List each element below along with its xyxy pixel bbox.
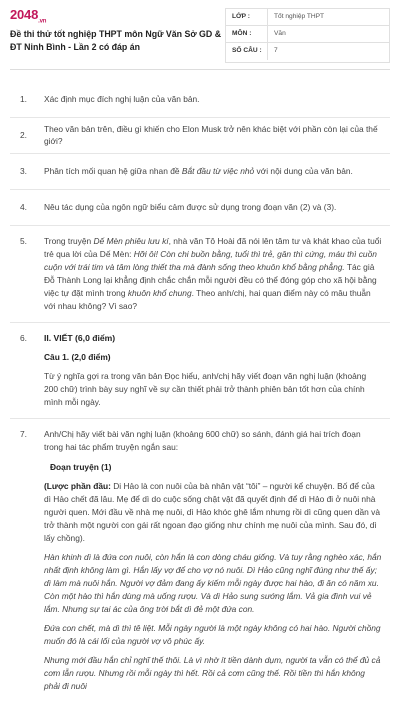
italic-title: Bắt đầu từ việc nhỏ — [181, 165, 255, 176]
meta-row-count — [226, 43, 389, 60]
question-body — [44, 332, 382, 409]
question-number: 1. — [20, 93, 27, 104]
question-text: Theo văn bản trên, điều gì khiến cho Elon Musk trở nên khác biệt với phần còn lại của thế giới? — [44, 124, 378, 146]
question-item — [10, 323, 390, 419]
logo-tld: .vn — [38, 18, 47, 25]
meta-table — [225, 8, 390, 63]
summary-label: (Lược phần đầu: — [44, 480, 111, 491]
question-text — [44, 235, 382, 313]
text-run: Trong truyện — [44, 236, 94, 246]
italic-phrase: khuôn khổ chung — [127, 288, 192, 299]
text-run: Di Hảo là con nuôi của bà nhân vật “tôi” – người kể chuyện. Bố để của dì Hảo chết đã lâu. Mẹ để dì do cuộc sống chật vật đã quyết định để dì Hảo đi ở nuôi nhà người quen. Mới đầu về nhà mẹ nuôi, dì Hảo khóc ghê lắm nhưng rồi dì cũng quen dần và trở thành một người con gái rất ngoan đạo giống như chính mẹ nuôi của mình. Sau đó, dì lấy chồng). — [44, 480, 381, 543]
question-item — [10, 154, 390, 190]
meta-key: MÔN : — [226, 26, 268, 42]
text-run: . Theo anh/chị, hai quan điểm này có mâu thuẫn với nhau không? Vì sao? — [44, 288, 371, 312]
question-text: Nêu tác dụng của ngôn ngữ biểu cảm được sử dụng trong đoạn văn (2) và (3). — [44, 201, 337, 212]
question-number: 2. — [20, 129, 27, 140]
italic-quote: Hỡi ôi! Còn chi buồn bằng, tuổi thì trẻ, gân thì cứng, máu thì cuồn cuộn với trái tim và tâm lòng thiết tha mà đành sống theo khuôn khổ bằng phẳng. — [44, 249, 377, 273]
question-number: 4. — [20, 201, 27, 212]
text-run: , nhà văn Tô Hoài đã nói lên tâm tư và khát khao của tuổi trẻ qua lời của Dế Mèn: — [44, 236, 382, 260]
question-list — [10, 82, 390, 702]
passage-paragraph: Nhưng mới đầu hắn chỉ nghĩ thế thôi. Là vì nhờ ít tiền dành dụm, người ta vẫn có thể đủ cả cơm lẫn rượu. Nhưng rồi mỗi ngày thì hết. Rồi cả cơm cũng thế. Rồi tiền thì hắn không phải đi nuôi — [44, 654, 381, 691]
text-run: với nội dung của văn bản. — [254, 165, 353, 176]
question-item — [10, 226, 390, 323]
question-item — [10, 82, 390, 118]
document-title: Đề thi thử tốt nghiệp THPT môn Ngữ Văn Sở GD & ĐT Ninh Bình - Lần 2 có đáp án — [10, 29, 222, 52]
text-run: Tác giả Đỗ Thành Long lại khẳng định chắc chắn mỗi người đều có thể đóng góp cho xã hội bằng việc tự đặt mình trong — [44, 262, 377, 299]
question-text: Xác định mục đích nghị luận của văn bản. — [44, 93, 200, 104]
meta-key: SỐ CÂU : — [226, 43, 268, 60]
question-number: 3. — [20, 165, 27, 176]
meta-row-class — [226, 9, 389, 26]
question-item — [10, 118, 390, 154]
page-header — [10, 8, 390, 70]
question-body — [44, 428, 382, 692]
sub-heading: Câu 1. (2,0 điểm) — [44, 352, 111, 363]
meta-value: 7 — [274, 47, 278, 55]
site-logo[interactable] — [10, 8, 225, 25]
passage-paragraph: Đứa con chết, mà dì thì tê liệt. Mỗi ngày người là một ngày không có hai hào. Người chồng muốn đó là cái lối của người vợ vô phúc ấy. — [44, 622, 381, 646]
question-item — [10, 419, 390, 701]
section-heading: II. VIẾT (6,0 điểm) — [44, 333, 116, 344]
meta-value: Văn — [274, 29, 286, 37]
question-number: 6. — [20, 333, 27, 344]
italic-title: Dế Mèn phiêu lưu kí — [93, 236, 169, 246]
passage-summary — [44, 480, 382, 545]
question-number: 5. — [20, 236, 27, 246]
meta-value: Tốt nghiệp THPT — [274, 12, 325, 20]
question-text — [44, 166, 382, 177]
passage-paragraph: Hàn khinh dì là đứa con nuôi, còn hắn là con dòng cháu giống. Và tuy rằng nghèo xác, hắn nhất định không làm gì. Hắn lấy vợ để cho vợ nó nuôi. Dì Hảo cũng nghĩ đúng như thế ấy; dì làm mà nuôi hắn. Người vợ đảm đang ấy kiếm mỗi ngày được hai hào, đi ăn có năm xu. Còn một hào thì hắn dùng mà uống rượu. Và dì Hảo sung sướng lắm. Vả gia đình vui vẻ lắm. Nhưng sự tai ác của ông trời bắt dì đẻ một đứa con. — [44, 551, 382, 614]
text-run: Phân tích mối quan hệ giữa nhan đề — [44, 165, 182, 176]
question-text: Từ ý nghĩa gợi ra trong văn bản Đọc hiểu, anh/chị hãy viết đoạn văn nghị luận (khoảng 200 chữ) trình bày suy nghĩ về sự cần thiết phải trở thành phiên bản tốt hơn của chính mình mỗi ngày. — [44, 371, 367, 408]
meta-key: LỚP : — [226, 9, 268, 25]
meta-row-subject — [226, 26, 389, 43]
logo-main: 2048 — [10, 7, 39, 22]
header-left — [10, 8, 225, 63]
passage-heading: Đoạn truyện (1) — [50, 461, 112, 472]
question-item — [10, 190, 390, 226]
question-text: Anh/Chị hãy viết bài văn nghị luận (khoảng 600 chữ) so sánh, đánh giá hai trích đoạn trong hai tác phẩm truyện ngắn sau: — [44, 429, 361, 453]
question-number: 7. — [20, 429, 27, 440]
